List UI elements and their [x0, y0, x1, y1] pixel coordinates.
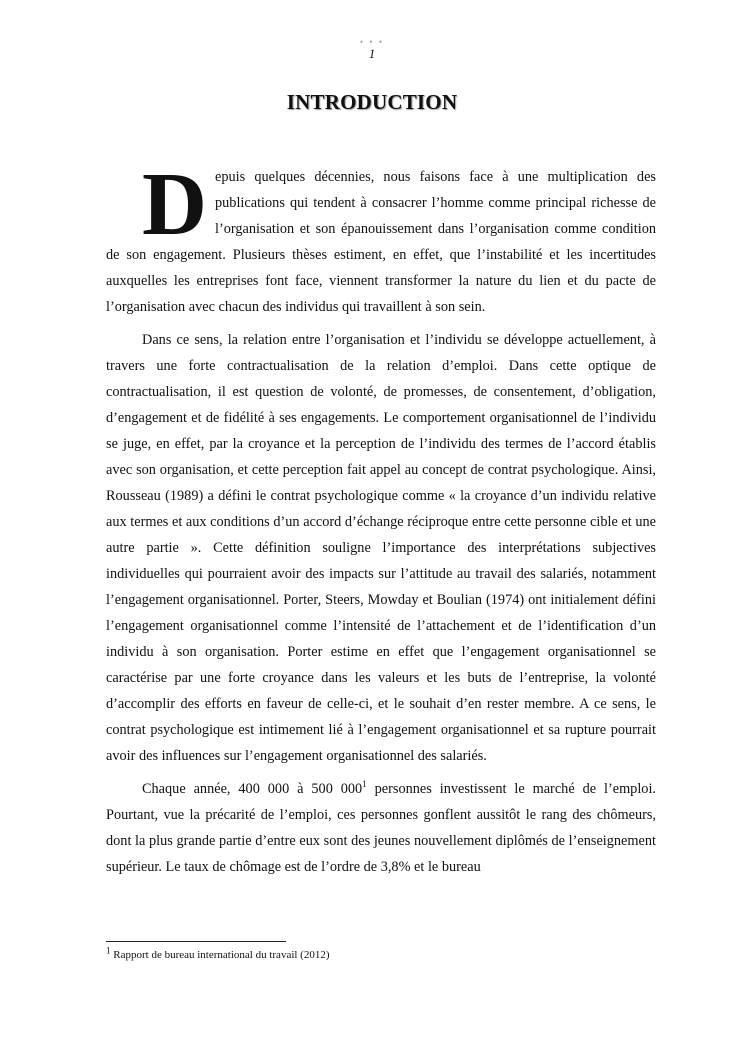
page-title: INTRODUCTION [286, 90, 458, 114]
paragraph-1-text: epuis quelques décennies, nous faisons face à une multiplication des publications qui tendent à consacrer l’homme comme principal richesse de l’organisation et son épanouissement dans l’organisation comme condition de son engagement. Plusieurs thèses estiment, en effet, que l’instabilité et les incertitudes auxquelles les entreprises font face, viennent transformer la nature du lien et du pacte de l’organisation avec chacun des individus qui travaillent à son sein. [106, 169, 656, 315]
page-header [0, 38, 744, 60]
body-text [106, 155, 657, 887]
footnote-divider [106, 941, 286, 942]
footnote [106, 945, 330, 962]
paragraph-2: Dans ce sens, la relation entre l’organisation et l’individu se développe actuellement, à travers une forte contractualisation de la relation d’emploi. Dans cette optique de contractualisation, il est question de volonté, de promesses, de consentement, d’obligation, d’engagement et de fidélité à ses engagements. Le comportement organisationnel de l’individu se juge, en effet, par la croyance et la perception de l’individu des termes de l’accord établis avec son organisation, et cette perception fait appel au concept de contrat psychologique. Ainsi, Rousseau (1989) a défini le contrat psychologique comme « la croyance d’un individu relative aux termes et aux conditions d’un accord d’échange réciproque entre cette personne cible et une autre partie ». Cette définition souligne l’importance des interprétations subjectives individuelles qui pourraient avoir des impacts sur l’attitude au travail des salariés, notamment l’engagement organisationnel. Porter, Steers, Mowday et Boulian (1974) ont initialement défini l’engagement organisationnel comme l’intensité de l’attachement et de l’identification d’un individu à son organisation. Porter estime en effet que l’engagement organisationnel se caractérise par une forte croyance dans les valeurs et les buts de l’entreprise, la volonté d’accomplir des efforts en faveur de celle-ci, et le souhait d’en rester membre. A ce sens, le contrat psychologique est intimement lié à l’engagement organisationnel et sa rupture pourrait avoir des influences sur l’engagement organisationnel des salariés. [106, 332, 656, 764]
footnote-text: Rapport de bureau international du travail (2012) [110, 949, 330, 961]
footnote-mark: 1 [106, 945, 111, 956]
drop-cap: D [142, 155, 207, 254]
paragraph-3-text-before: Chaque année, 400 000 à 500 000 [142, 781, 363, 797]
page-header-dots: • • • [360, 37, 384, 47]
page-number: 1 [368, 46, 376, 61]
footnote-reference: 1 [362, 779, 367, 790]
paragraph-3 [106, 776, 656, 880]
paragraph-1 [106, 155, 656, 320]
paragraph-3-text-after: personnes investissent le marché de l’emploi. Pourtant, vue la précarité de l’emploi, ces personnes gonflent aussitôt le rang des chômeurs, dont la plus grande partie d’entre eux sont des jeunes nouvellement diplômés de l’enseignement supérieur. Le taux de chômage est de l’ordre de 3,8% et le bureau [106, 781, 657, 875]
